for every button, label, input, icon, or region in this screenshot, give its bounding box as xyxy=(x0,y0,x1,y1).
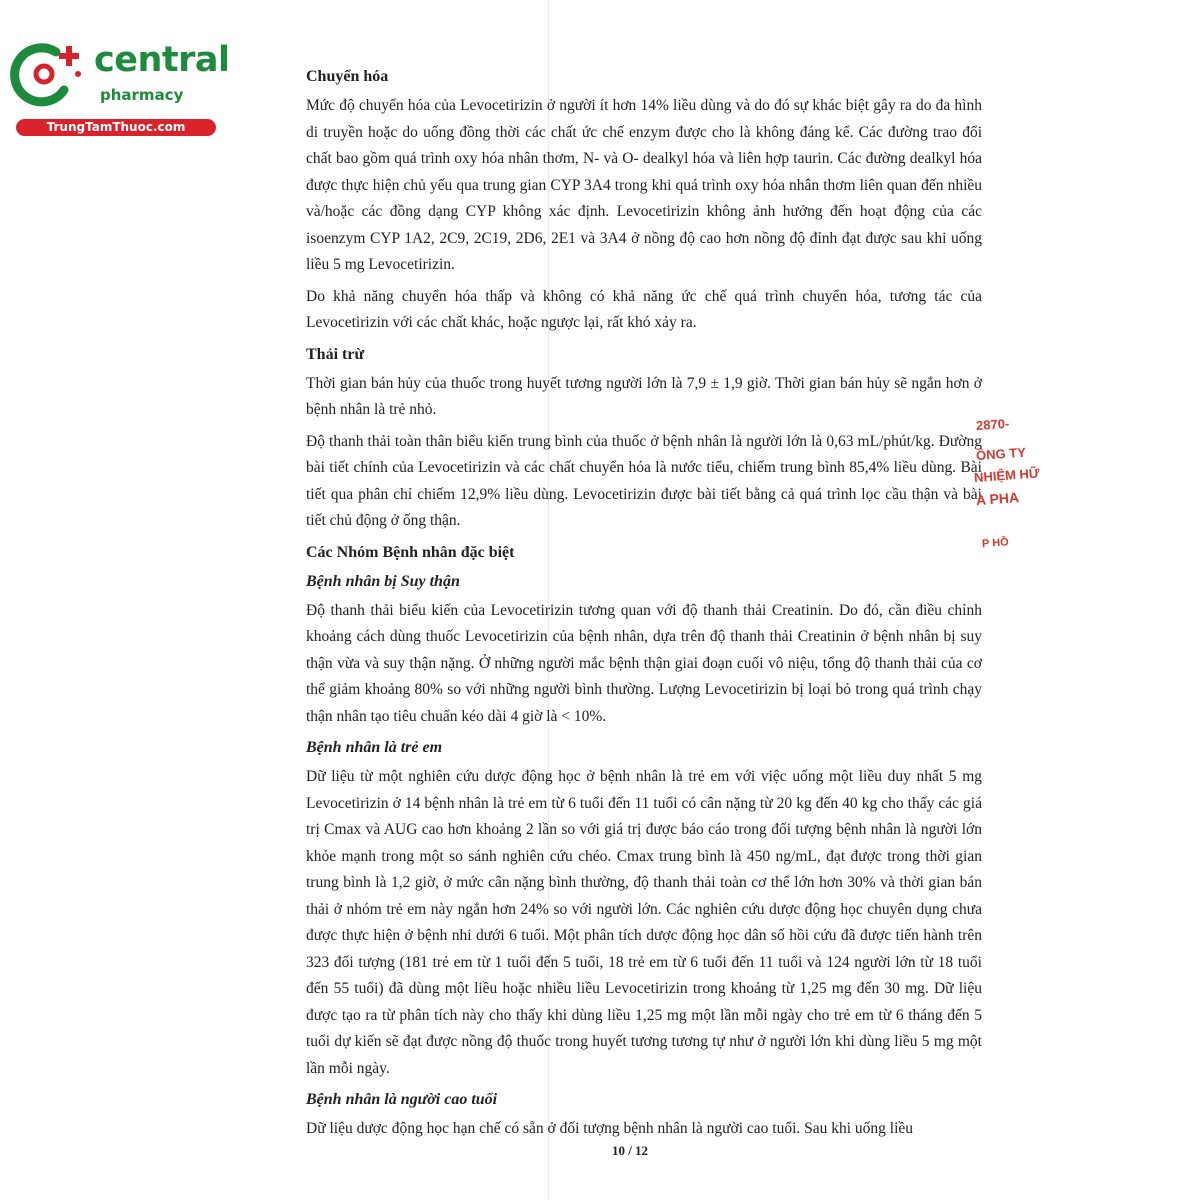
document-body xyxy=(306,64,982,1148)
section-heading-chuyen-hoa: Chuyển hóa xyxy=(306,68,389,85)
stamp-line-1: 2870- xyxy=(975,415,1010,434)
red-stamp-seal xyxy=(973,410,1041,560)
paragraph-thai-tru-1: Thời gian bán hủy của thuốc trong huyết tương người lớn là 7,9 ± 1,9 giờ. Thời gian bán hủy sẽ ngắn hơn ở bệnh nhân là trẻ nhỏ. xyxy=(306,374,982,418)
subheading-suy-than: Bệnh nhân bị Suy thận xyxy=(306,572,460,590)
logo-brand-name: central xyxy=(94,40,230,80)
logo-brand-subtitle: pharmacy xyxy=(100,86,184,104)
central-pharmacy-logo[interactable] xyxy=(10,38,230,138)
paragraph-suy-than: Độ thanh thải biểu kiến của Levocetirizin tương quan với độ thanh thải Creatinin. Do đó, cần điều chỉnh khoảng cách dùng thuốc Levocetirizin của bệnh nhân, dựa trên độ thanh thải Creatinin ở bệnh nhân bị suy thận vừa và suy thận nặng. Ở những người mắc bệnh thận giai đoạn cuối vô niệu, tổng độ thanh thải của cơ thể giảm khoảng 80% so với những người bình thường. Lượng Levocetirizin bị loại bỏ trong quá trình chạy thận nhân tạo tiêu chuẩn kéo dài 4 giờ là < 10%. xyxy=(306,601,982,725)
stamp-line-2: ÔNG TY xyxy=(975,444,1027,464)
paragraph-nguoi-cao-tuoi: Dữ liệu dược động học hạn chế có sẵn ở đối tượng bệnh nhân là người cao tuổi. Sau khi uống liều xyxy=(306,1120,914,1137)
section-heading-thai-tru: Thải trừ xyxy=(306,345,365,363)
subheading-nguoi-cao-tuoi: Bệnh nhân là người cao tuổi xyxy=(306,1091,498,1108)
subheading-tre-em: Bệnh nhân là trẻ em xyxy=(306,739,443,756)
logo-website-link[interactable]: TrungTamThuoc.com xyxy=(16,119,216,136)
paragraph-chuyen-hoa-2: Do khả năng chuyển hóa thấp và không có khả năng ức chế quá trình chuyển hóa, tương tác của Levocetirizin với các chất khác, hoặc ngược lại, rất khó xảy ra. xyxy=(306,287,982,331)
pharmacy-cross-icon xyxy=(12,40,86,106)
stamp-line-4: A PHA xyxy=(975,489,1020,509)
stamp-line-3: NHIỆM HỮ xyxy=(973,465,1041,486)
section-heading-nhom-benh-nhan: Các Nhóm Bệnh nhân đặc biệt xyxy=(306,543,515,561)
paragraph-tre-em: Dữ liệu từ một nghiên cứu dược động học ở bệnh nhân là trẻ em với việc uống một liều duy nhất 5 mg Levocetirizin ở 14 bệnh nhân là trẻ em từ 6 tuổi đến 11 tuổi có cân nặng từ 20 kg đến 40 kg cho thấy các giá trị Cmax và AUG cao hơn khoảng 2 lần so với giá trị được báo cáo trong đối tượng bệnh nhân là người lớn khỏe mạnh trong một so sánh nghiên cứu chéo. Cmax trung bình là 450 ng/mL, đạt được trong thời gian trung bình là 1,2 giờ, ở mức cân nặng bình thường, độ thanh thải toàn cơ thể lớn hơn 30% và thời gian bán thải ở nhóm trẻ em này ngắn hơn 24% so với người lớn. Các nghiên cứu dược động học chuyên dụng chưa được thực hiện ở bệnh nhi dưới 6 tuổi. Một phân tích dược động học dân số hồi cứu đã được tiến hành trên 323 đối tượng (181 trẻ em từ 1 tuổi đến 5 tuổi, 18 trẻ em từ 6 tuổi đến 11 tuổi và 124 người lớn từ 18 tuổi đến 55 tuổi) đã dùng một liều hoặc nhiều liều Levocetirizin trong khoảng từ 1,25 mg đến 30 mg. Dữ liệu được tạo ra từ phân tích này cho thấy khi dùng liều 1,25 mg một lần mỗi ngày cho trẻ em từ 6 tháng đến 5 tuổi dự kiến sẽ đạt được nồng độ thuốc trong huyết tương tương tự như ở người lớn khi dùng liều 5 mg một lần mỗi ngày. xyxy=(306,768,982,1077)
stamp-line-5: P HỒ xyxy=(981,536,1010,551)
page-number: 10 / 12 xyxy=(611,1143,649,1158)
paragraph-chuyen-hoa-1: Mức độ chuyển hóa của Levocetirizin ở người ít hơn 14% liều dùng và do đó sự khác biệt gây ra do đa hình di truyền hoặc do uống đồng thời các chất ức chế enzym được cho là không đáng kể. Các đường trao đổi chất bao gồm quá trình oxy hóa nhân thơm, N- và O- dealkyl hóa và liên hợp taurin. Các đường dealkyl hóa được thực hiện chủ yếu qua trung gian CYP 3A4 trong khi quá trình oxy hóa nhân thơm liên quan đến nhiều và/hoặc các đồng dạng CYP không xác định. Levocetirizin không ảnh hưởng đến hoạt động của các isoenzym CYP 1A2, 2C9, 2C19, 2D6, 2E1 và 3A4 ở nồng độ cao hơn nồng độ đỉnh đạt được sau khi uống liều 5 mg Levocetirizin. xyxy=(306,97,982,273)
paragraph-thai-tru-2: Độ thanh thải toàn thân biểu kiến trung bình của thuốc ở bệnh nhân là người lớn là 0,63 mL/phút/kg. Đường bài tiết chính của Levocetirizin và các chất chuyển hóa là nước tiểu, chiếm trung bình 85,4% liều dùng. Bài tiết qua phân chỉ chiếm 12,9% liều dùng. Levocetirizin được bài tiết bằng cả quá trình lọc cầu thận và bài tiết chủ động ở ống thận. xyxy=(306,432,982,529)
